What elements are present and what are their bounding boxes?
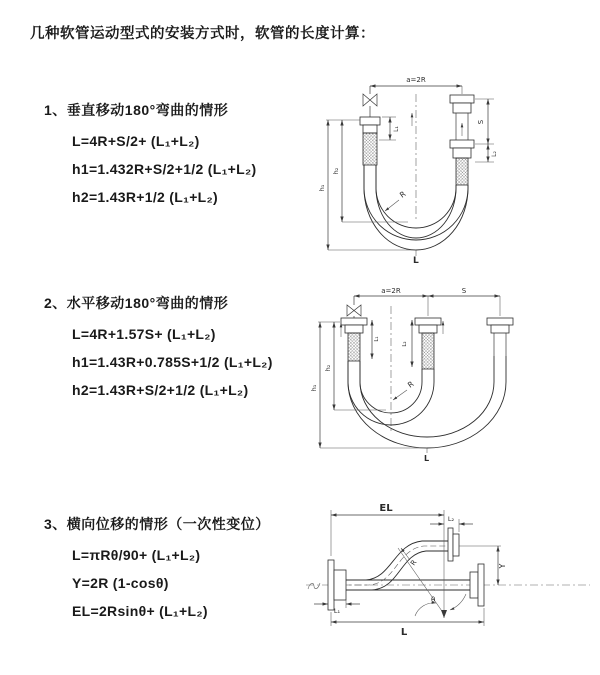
section-1 — [44, 100, 344, 211]
dim-a2r — [370, 76, 462, 94]
s-curve-hose-displaced — [346, 541, 448, 590]
dim-label-l1: L₁ — [333, 607, 341, 615]
dim-l2 — [475, 144, 498, 162]
diagram-lateral-displacement — [298, 498, 598, 666]
formula-line: L=4R+S/2+ (L₁+L₂) — [72, 133, 200, 149]
dim-label-h1: h₁ — [318, 184, 326, 192]
formula-line: L=4R+1.57S+ (L₁+L₂) — [72, 326, 216, 342]
dim-label-l: L — [413, 256, 419, 265]
dim-l1 — [372, 320, 380, 359]
dim-label-l1: L₁ — [374, 336, 380, 342]
section-1-heading: 1、垂直移动180°弯曲的情形 — [44, 102, 229, 118]
section-2 — [44, 293, 344, 404]
upper-flange — [448, 528, 459, 561]
dim-label-l: L — [424, 454, 430, 463]
dim-label-theta: θ — [431, 596, 436, 604]
formula-line: L=πRθ/90+ (L₁+L₂) — [72, 547, 201, 563]
formula-line: h1=1.432R+S/2+1/2 (L₁+L₂) — [72, 161, 257, 177]
dim-label-y: Y — [498, 563, 507, 569]
dim-label-l2: L₂ — [447, 515, 455, 523]
dim-l1 — [379, 117, 400, 140]
valve-icon — [347, 296, 361, 318]
formula-line: h2=1.43R+S/2+1/2 (L₁+L₂) — [72, 382, 249, 398]
dim-label-s: S — [461, 287, 467, 295]
dim-label-el: EL — [379, 503, 393, 514]
dim-s — [475, 99, 494, 144]
section-3-heading: 3、横向位移的情形（一次性变位） — [44, 516, 270, 532]
dim-l-bottom — [424, 448, 429, 463]
formula-line: h2=1.43R+1/2 (L₁+L₂) — [72, 189, 219, 205]
direction-arrows — [412, 113, 462, 136]
section-2-formulas — [72, 320, 344, 404]
diagram-vertical-180-bend — [312, 70, 597, 265]
right-fitting — [450, 95, 474, 185]
section-1-formulas — [72, 127, 344, 211]
left-fitting — [341, 318, 367, 361]
dim-label-r: R — [405, 379, 416, 390]
dim-l2 — [402, 320, 412, 367]
dim-label-h2: h₂ — [324, 364, 332, 372]
dim-label-l2: L₂ — [491, 151, 498, 157]
diagram-horizontal-180-bend — [306, 282, 598, 464]
dim-label-r: R — [397, 189, 408, 200]
dim-label-l1: L₁ — [393, 126, 400, 132]
valve-icon — [363, 86, 377, 117]
radius-callout — [401, 548, 419, 567]
dim-l1 — [314, 600, 360, 615]
dim-label-h1: h₁ — [310, 384, 318, 392]
left-flange — [328, 560, 346, 610]
construction-lines — [398, 528, 447, 618]
radius-callout — [385, 189, 407, 211]
formula-line: Y=2R (1-cosθ) — [72, 575, 169, 591]
dim-label-a2r: a=2R — [406, 76, 426, 84]
axis-break-mark — [308, 583, 320, 589]
dim-l — [331, 608, 484, 638]
angle-theta — [415, 594, 466, 616]
dim-label-a2r: a=2R — [381, 287, 401, 295]
dim-label-l2: L₂ — [402, 341, 408, 347]
section-2-heading: 2、水平移动180°弯曲的情形 — [44, 295, 229, 311]
right-fitting — [487, 318, 513, 356]
dim-el — [331, 503, 444, 556]
dim-label-h2: h₂ — [332, 167, 340, 175]
dim-l-bottom — [413, 250, 419, 265]
radius-callout — [393, 379, 415, 400]
formula-line: EL=2Rsinθ+ (L₁+L₂) — [72, 603, 208, 619]
page-title: 几种软管运动型式的安装方式时，软管的长度计算： — [30, 26, 375, 42]
dim-s — [428, 287, 500, 316]
dim-label-l: L — [400, 627, 408, 638]
right-flange — [470, 564, 484, 606]
dim-label-r: R — [409, 558, 419, 568]
u-hose-curves — [348, 356, 506, 448]
left-fitting — [360, 117, 380, 165]
formula-line: h1=1.43R+0.785S+1/2 (L₁+L₂) — [72, 354, 273, 370]
middle-fitting — [415, 318, 441, 369]
dim-label-s: S — [477, 119, 485, 125]
